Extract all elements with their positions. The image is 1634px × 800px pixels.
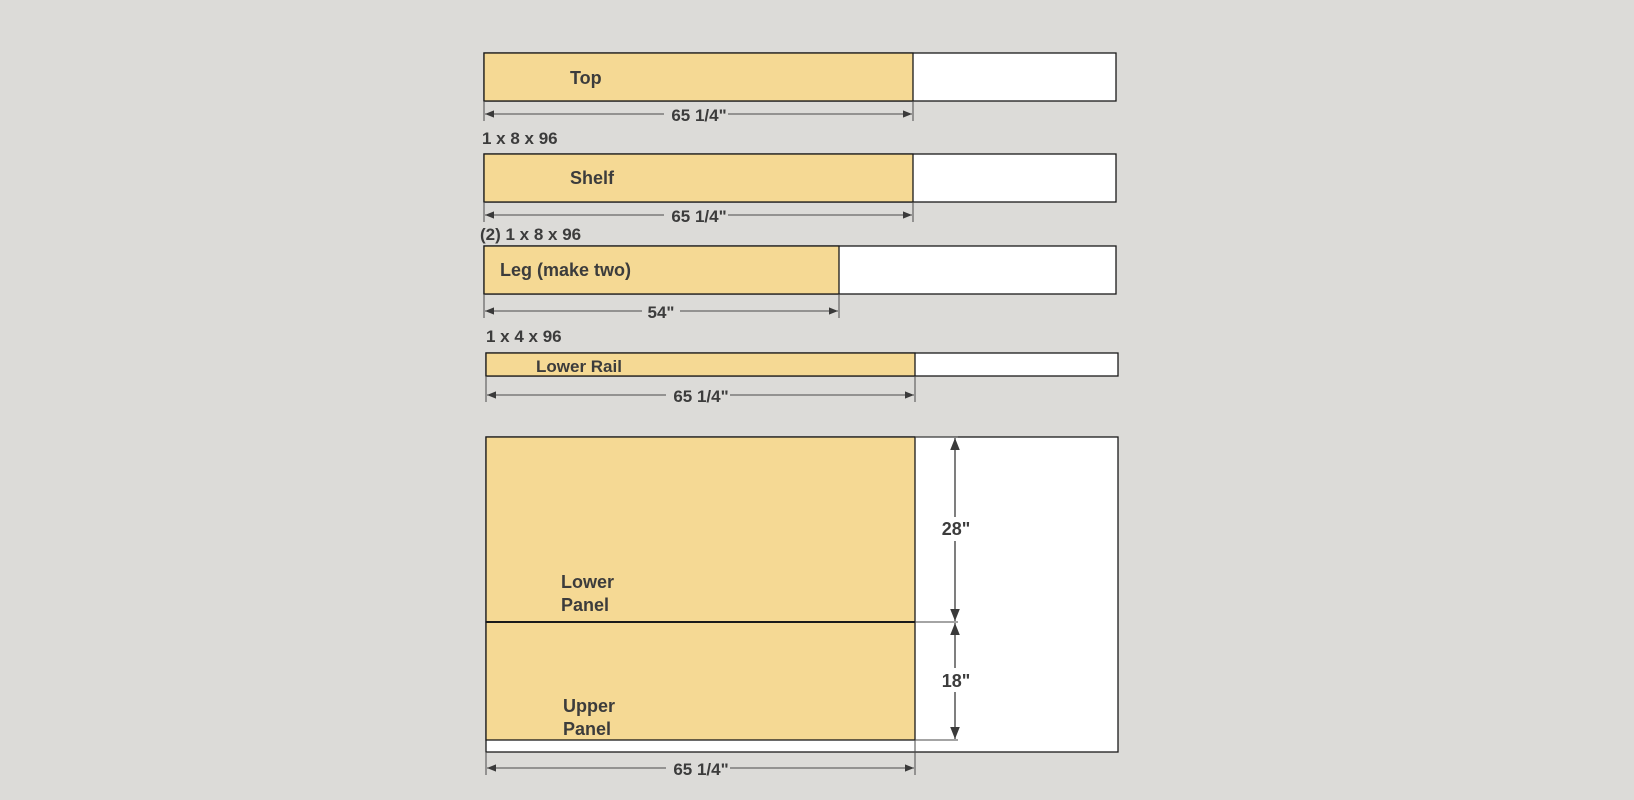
lower-panel-label-line1: Lower <box>561 572 615 592</box>
lower-rail-stock-label: 1 x 4 x 96 <box>486 327 562 346</box>
lower-panel-height-label: 28" <box>941 519 971 539</box>
lower-rail-part-label: Lower Rail <box>536 357 622 376</box>
shelf-stock-label: 1 x 8 x 96 <box>482 129 558 148</box>
lower-rail-length-label: 65 1/4" <box>673 387 729 406</box>
shelf-part <box>484 154 913 202</box>
lower-panel-label-line2: Panel <box>561 595 610 615</box>
leg-length-label: 54" <box>647 303 675 322</box>
upper-panel-part <box>486 622 915 740</box>
shelf-part-label: Shelf <box>570 168 615 188</box>
shelf-board-group <box>482 129 1116 226</box>
leg-board-group <box>480 225 1116 322</box>
panel-length-label: 65 1/4" <box>673 760 729 779</box>
upper-panel-height-label: 18" <box>941 671 971 691</box>
upper-panel-label-line1: Upper <box>563 696 616 716</box>
shelf-length-label: 65 1/4" <box>671 207 727 226</box>
lower-rail-board-group <box>486 327 1118 406</box>
top-part-label: Top <box>570 68 602 88</box>
top-length-label: 65 1/4" <box>671 106 727 125</box>
top-part <box>484 53 913 101</box>
upper-panel-label-line2: Panel <box>563 719 612 739</box>
lower-panel-part <box>486 437 915 622</box>
leg-part-label: Leg (make two) <box>500 260 632 280</box>
leg-stock-label: (2) 1 x 8 x 96 <box>480 225 582 244</box>
panel-sheet-group <box>486 437 1118 779</box>
top-board-group <box>484 53 1116 125</box>
